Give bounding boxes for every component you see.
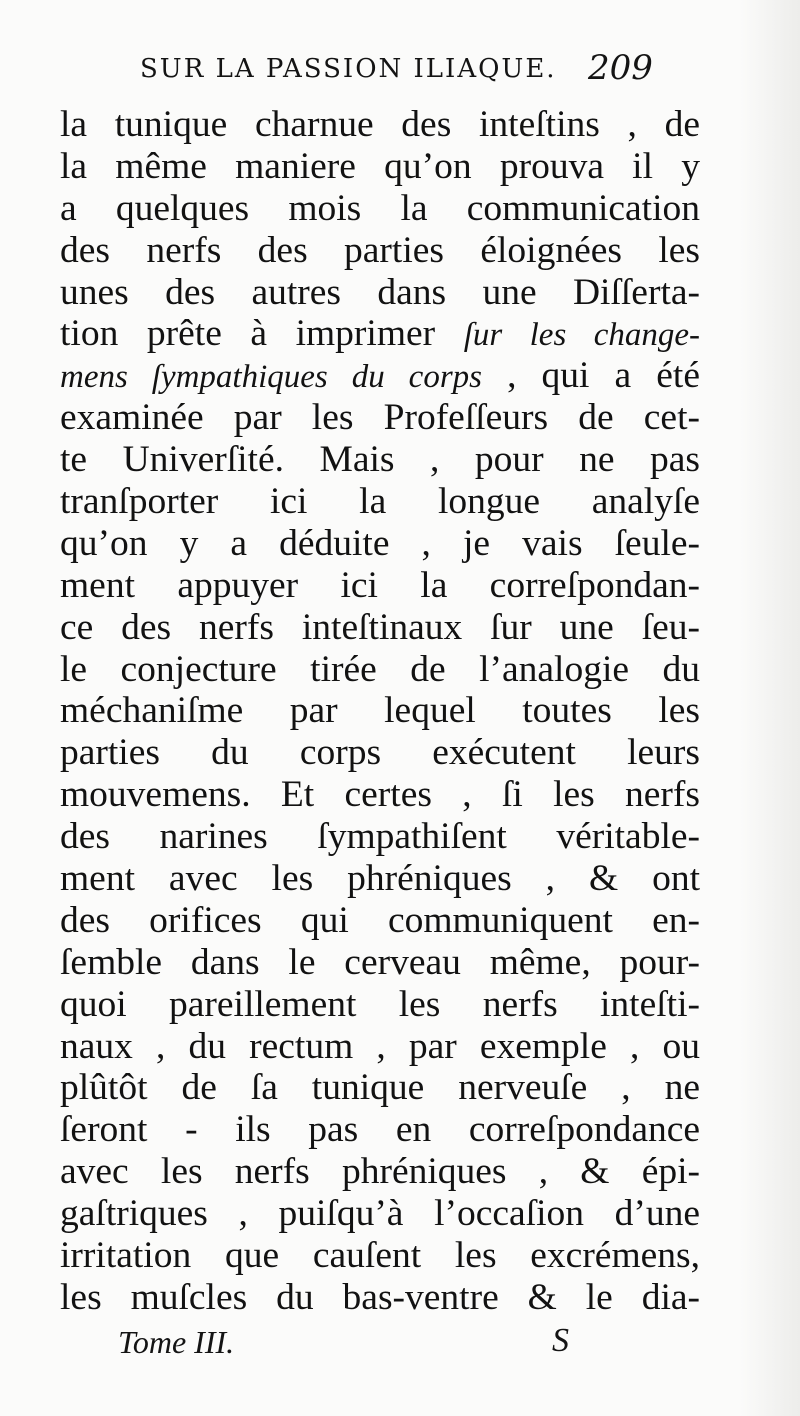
page-number: 209 xyxy=(588,48,653,88)
text-line: parties du corps exécutent leurs xyxy=(60,732,700,774)
text-line: gaſtriques , puiſqu’à l’occaſion d’une xyxy=(60,1193,700,1235)
text-line: le conjecture tirée de l’analogie du xyxy=(60,648,700,690)
text-line: irritation que cauſent les excrémens, xyxy=(60,1235,700,1277)
volume-label: Tome III. xyxy=(118,1324,235,1360)
text-line: naux , du rectum , par exemple , ou xyxy=(60,1025,700,1067)
text-line: ce des nerfs inteſtinaux ſur une ſeu- xyxy=(60,606,700,648)
text-line: ment appuyer ici la correſpondan- xyxy=(60,564,700,606)
italic-title-fragment: mens ſympathiques du corps xyxy=(60,359,482,396)
text-line: la tunique charnue des inteſtins , de xyxy=(60,104,700,145)
running-head: SUR LA PASSION ILIAQUE. xyxy=(140,54,557,84)
text-line: des narines ſympathiſent véritable- xyxy=(60,816,700,858)
text-line: tranſporter ici la longue analyſe xyxy=(60,481,700,523)
page-footer xyxy=(0,1320,800,1370)
text-line xyxy=(60,355,700,397)
text-line: mouvemens. Et certes , ſi les nerfs xyxy=(60,774,700,816)
text-line: méchaniſme par lequel toutes les xyxy=(60,690,700,732)
text-line: avec les nerfs phréniques , & épi- xyxy=(60,1151,700,1193)
signature-mark: S xyxy=(552,1322,569,1359)
text-line: quoi pareillement les nerfs inteſti- xyxy=(60,983,700,1025)
text-line: plûtôt de ſa tunique nerveuſe , ne xyxy=(60,1067,700,1109)
text-line: les muſcles du bas-ventre & le dia- xyxy=(60,1276,700,1318)
text-line: qu’on y a déduite , je vais ſeule- xyxy=(60,522,700,564)
text-line: examinée par les Profeſſeurs de cet- xyxy=(60,397,700,439)
italic-title-fragment: ſur les change- xyxy=(463,317,700,354)
text-line: unes des autres dans une Diſſerta- xyxy=(60,271,700,313)
text-line: te Univerſité. Mais , pour ne pas xyxy=(60,439,700,481)
page-header xyxy=(0,46,800,96)
body-text xyxy=(60,104,700,1319)
text-segment: , qui a été xyxy=(482,355,700,397)
text-line: ſeront - ils pas en correſpondance xyxy=(60,1109,700,1151)
text-line: a quelques mois la communication xyxy=(60,187,700,229)
text-line: des nerfs des parties éloignées les xyxy=(60,229,700,271)
text-line: la même maniere qu’on prouva il y xyxy=(60,145,700,187)
text-segment: tion prête à imprimer xyxy=(60,313,464,355)
text-line xyxy=(60,313,700,355)
text-line: ment avec les phréniques , & ont xyxy=(60,858,700,900)
text-line: ſemble dans le cerveau même, pour- xyxy=(60,941,700,983)
binding-shadow xyxy=(740,0,800,1416)
text-line: des orifices qui communiquent en- xyxy=(60,899,700,941)
